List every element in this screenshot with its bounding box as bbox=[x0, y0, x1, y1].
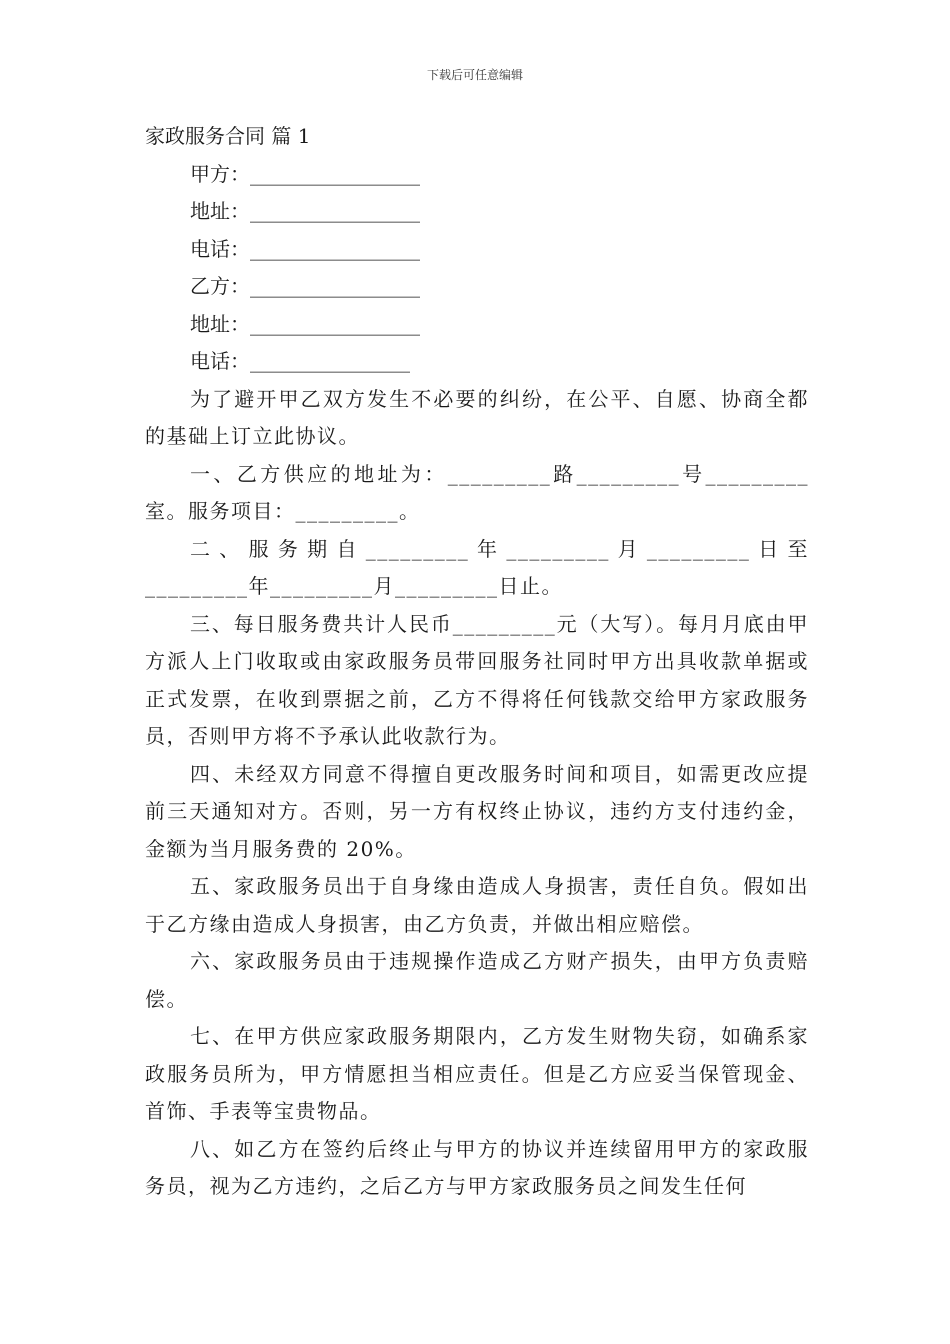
clause-2-paragraph: 二、服务期自_________年_________月_________日至_________年_________月_________日止。 bbox=[145, 536, 809, 598]
page-header-note: 下载后可任意编辑 bbox=[426, 68, 523, 82]
party-a-field: 甲方：_________________ bbox=[190, 161, 420, 186]
clause-4-paragraph: 四、未经双方同意不得擅自更改服务时间和项目，如需更改应提前三天通知对方。否则，另一方有权终止协议，违约方支付违约金，金额为当月服务费的 20%。 bbox=[145, 761, 809, 861]
party-b-address-field: 地址：_________________ bbox=[190, 311, 420, 336]
clause-3-paragraph: 三、每日服务费共计人民币_________元（大写）。每月月底由甲方派人上门收取或由家政服务员带回服务社同时甲方出具收款单据或正式发票，在收到票据之前，乙方不得将任何钱款交给甲方家政服务员，否则甲方将不予承认此收款行为。 bbox=[145, 611, 809, 748]
party-a-phone-field: 电话：_________________ bbox=[190, 236, 420, 261]
contract-document bbox=[145, 118, 809, 1206]
clause-7-paragraph: 七、在甲方供应家政服务期限内，乙方发生财物失窃，如确系家政服务员所为，甲方情愿担当相应责任。但是乙方应妥当保管现金、首饰、手表等宝贵物品。 bbox=[145, 1024, 809, 1123]
document-title: 家政服务合同 篇 1 bbox=[145, 124, 311, 148]
party-b-phone-field: 电话：________________ bbox=[190, 349, 410, 373]
clause-8-paragraph: 八、如乙方在签约后终止与甲方的协议并连续留用甲方的家政服务员，视为乙方违约，之后乙方与甲方家政服务员之间发生任何 bbox=[145, 1136, 809, 1198]
preamble-paragraph: 为了避开甲乙双方发生不必要的纠纷，在公平、自愿、协商全都的基础上订立此协议。 bbox=[145, 386, 809, 448]
clause-5-paragraph: 五、家政服务员出于自身缘由造成人身损害，责任自负。假如出于乙方缘由造成人身损害，由乙方负责，并做出相应赔偿。 bbox=[145, 874, 809, 936]
clause-1-paragraph: 一、乙方供应的地址为：_________路_________号_________室。服务项目：_________。 bbox=[145, 461, 809, 523]
clause-6-paragraph: 六、家政服务员由于违规操作造成乙方财产损失，由甲方负责赔偿。 bbox=[145, 949, 809, 1011]
party-a-address-field: 地址：_________________ bbox=[190, 199, 420, 223]
party-b-field: 乙方：_________________ bbox=[190, 274, 420, 298]
